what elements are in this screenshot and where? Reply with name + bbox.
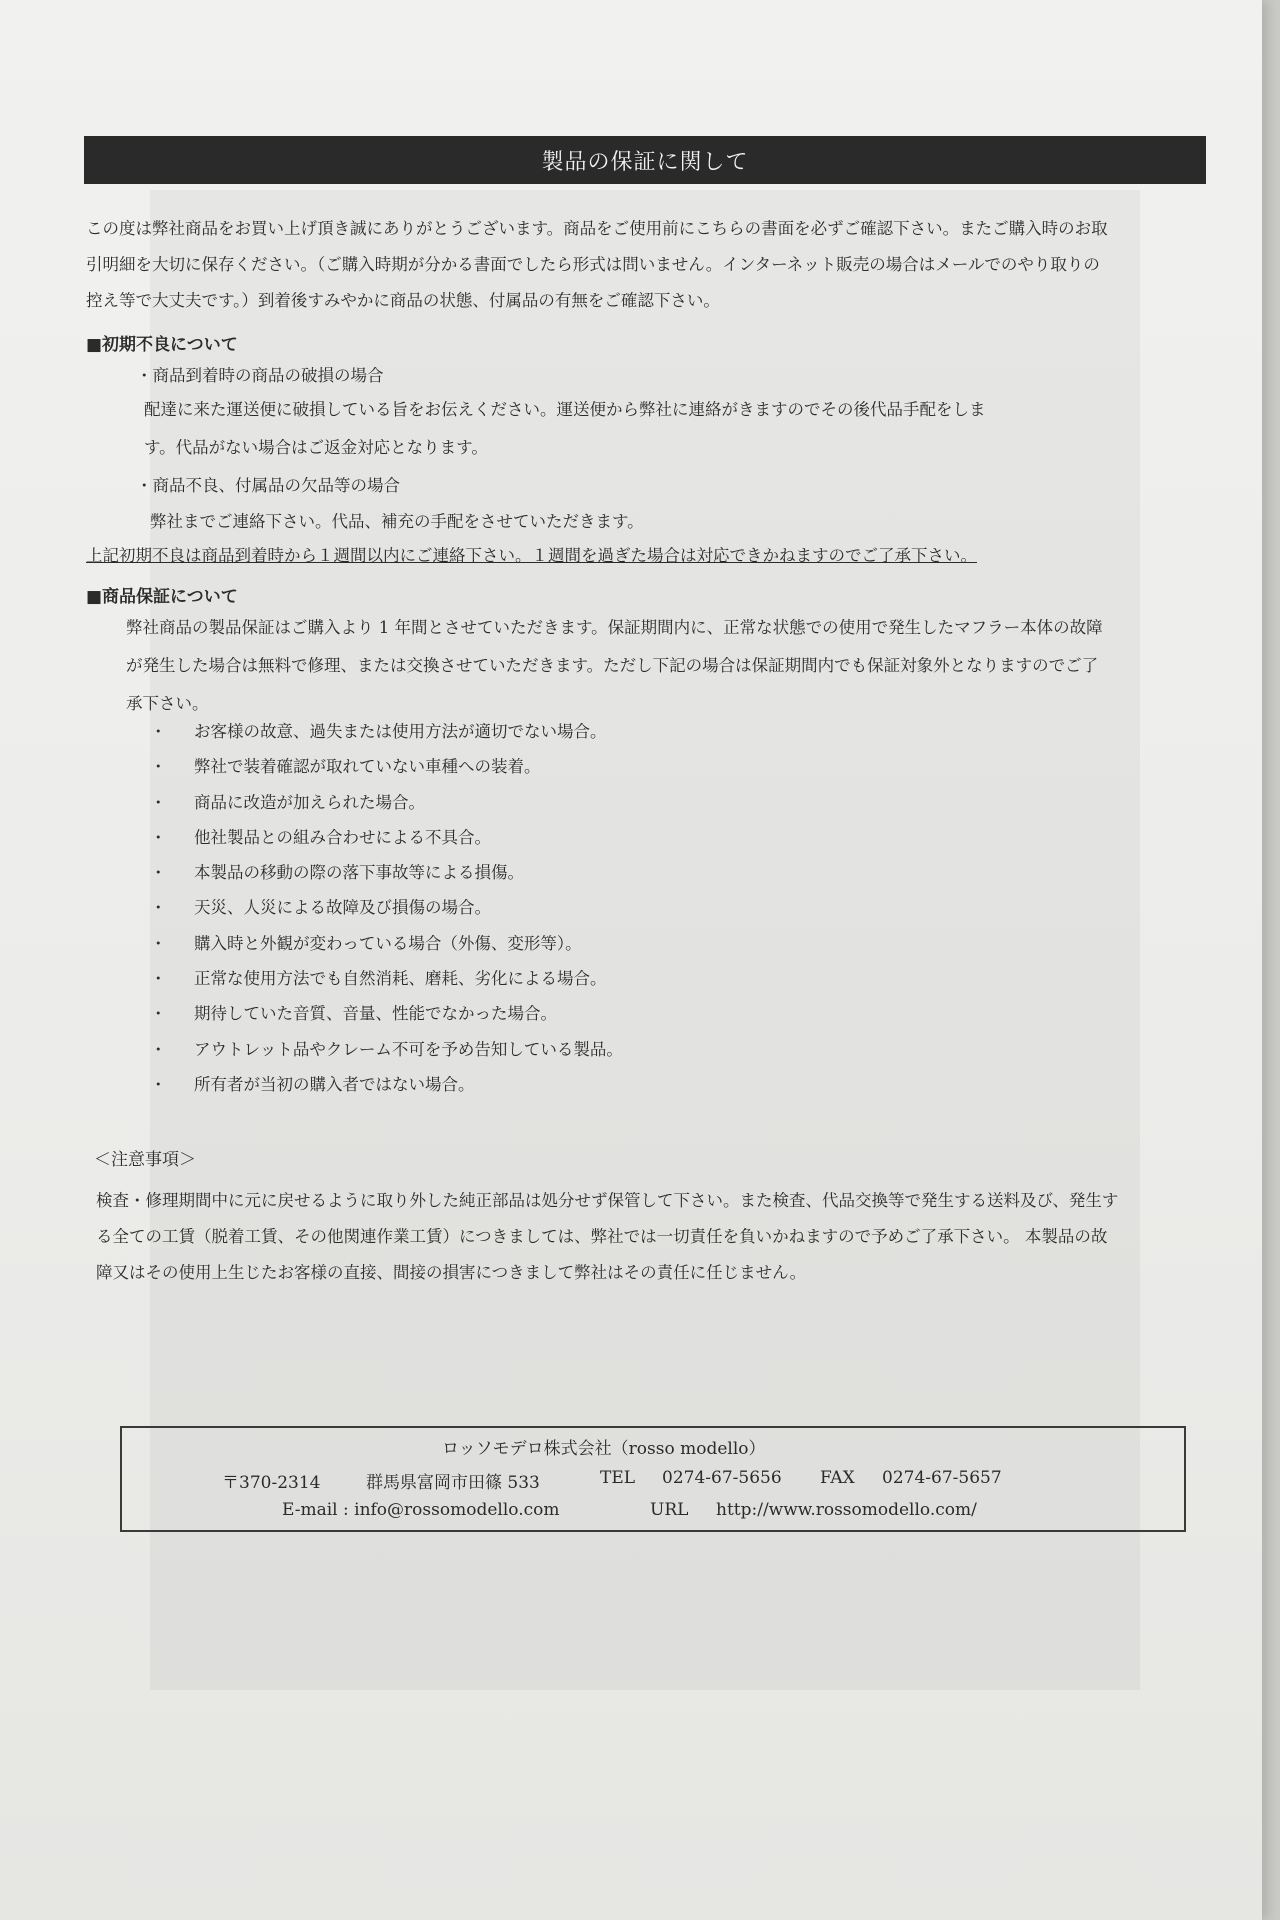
exclusion-text: 所有者が当初の購入者ではない場合。 (194, 1074, 475, 1094)
company-email: E-mail : info@rossomodello.com (282, 1500, 560, 1520)
notes-line: る全ての工賃（脱着工賃、その他関連作業工賃）につきましては、弊社では一切責任を負いかねますので予めご了承下さい。 本製品の故 (96, 1227, 1108, 1246)
list-item (150, 718, 623, 753)
list-item (150, 1000, 623, 1035)
document-title (84, 136, 1206, 184)
case1-title: ・商品到着時の商品の破損の場合 (136, 366, 384, 385)
notes-heading: ＜注意事項＞ (94, 1150, 196, 1170)
exclusion-text: 他社製品との組み合わせによる不具合。 (194, 827, 491, 847)
notes-paragraph (96, 1183, 1118, 1291)
initial-defect-heading: ■初期不良について (86, 335, 238, 355)
company-url: http://www.rossomodello.com/ (716, 1500, 977, 1520)
fax-label: FAX (820, 1468, 855, 1488)
exclusion-text: 商品に改造が加えられた場合。 (194, 792, 425, 812)
warranty-heading: ■商品保証について (86, 587, 238, 607)
bullet-mark: ・ (150, 933, 167, 953)
list-item (150, 1036, 623, 1071)
bullet-mark: ・ (150, 757, 167, 777)
tel-number: 0274-67-5656 (662, 1468, 782, 1488)
case1-body-line: す。代品がない場合はご返金対応となります。 (144, 438, 488, 457)
intro-line: この度は弊社商品をお買い上げ頂き誠にありがとうございます。商品をご使用前にこちらの書面を必ずご確認下さい。またご購入時のお取 (86, 219, 1108, 238)
fax-number: 0274-67-5657 (882, 1468, 1002, 1488)
url-label: URL (650, 1500, 689, 1520)
list-item (150, 965, 623, 1000)
list-item (150, 824, 623, 859)
exclusion-text: アウトレット品やクレーム不可を予め告知している製品。 (194, 1039, 623, 1059)
tel-label: TEL (600, 1468, 636, 1488)
bullet-mark: ・ (150, 792, 167, 812)
bullet-mark: ・ (150, 969, 167, 989)
company-contact-box (120, 1426, 1186, 1532)
intro-paragraph (86, 211, 1210, 319)
warranty-body-line: 承下さい。 (126, 694, 209, 713)
bullet-mark: ・ (150, 1039, 167, 1059)
exclusion-text: お客様の故意、過失または使用方法が適切でない場合。 (194, 722, 607, 741)
notes-line: 障又はその使用上生じたお客様の直接、間接の損害につきまして弊社はその責任に任じません。 (96, 1263, 807, 1282)
list-item (150, 789, 623, 824)
list-item (150, 859, 623, 894)
document-title-text: 製品の保証に関して (541, 149, 749, 175)
list-item (150, 1071, 623, 1106)
bullet-mark: ・ (150, 898, 167, 918)
exclusion-text: 購入時と外観が変わっている場合（外傷、変形等）。 (194, 933, 582, 953)
list-item (150, 753, 623, 788)
list-item (150, 894, 623, 929)
bullet-mark: ・ (150, 1004, 167, 1024)
postal-code: 〒370-2314 (222, 1473, 321, 1493)
exclusion-list (150, 718, 623, 1106)
exclusion-text: 期待していた音質、音量、性能でなかった場合。 (194, 1004, 557, 1024)
list-item (150, 930, 623, 965)
bullet-mark: ・ (150, 1074, 167, 1094)
notes-line: 検査・修理期間中に元に戻せるように取り外した純正部品は処分せず保管して下さい。また検査、代品交換等で発生する送料及び、発生す (96, 1191, 1119, 1210)
warranty-body-line: が発生した場合は無料で修理、または交換させていただきます。ただし下記の場合は保証期間内でも保証対象外となりますのでご了 (126, 656, 1099, 675)
company-address: 群馬県富岡市田篠 533 (366, 1473, 540, 1493)
company-name: ロッソモデロ株式会社（rosso modello） (442, 1439, 766, 1459)
exclusion-text: 正常な使用方法でも自然消耗、磨耗、劣化による場合。 (194, 969, 607, 989)
intro-line: 控え等で大丈夫です。）到着後すみやかに商品の状態、付属品の有無をご確認下さい。 (86, 291, 720, 310)
exclusion-text: 本製品の移動の際の落下事故等による損傷。 (194, 863, 524, 883)
case2-body: 弊社までご連絡下さい。代品、補充の手配をさせていただきます。 (150, 512, 644, 531)
case2-title: ・商品不良、付属品の欠品等の場合 (136, 476, 400, 495)
initial-defect-notice: 上記初期不良は商品到着時から１週間以内にご連絡下さい。１週間を過ぎた場合は対応できかねますのでご了承下さい。 (86, 546, 977, 565)
case1-body-line: 配達に来た運送便に破損している旨をお伝えください。運送便から弊社に連絡がきますのでその後代品手配をしま (144, 400, 986, 419)
warranty-body-line: 弊社商品の製品保証はご購入より 1 年間とさせていただきます。保証期間内に、正常な状態での使用で発生したマフラー本体の故障 (126, 618, 1103, 637)
exclusion-text: 弊社で装着確認が取れていない車種への装着。 (194, 757, 541, 777)
bullet-mark: ・ (150, 827, 167, 847)
bullet-mark: ・ (150, 863, 167, 883)
intro-line: 引明細を大切に保存ください。（ご購入時期が分かる書面でしたら形式は問いません。インターネット販売の場合はメールでのやり取りの (86, 255, 1100, 274)
bullet-mark: ・ (150, 722, 167, 741)
exclusion-text: 天災、人災による故障及び損傷の場合。 (194, 898, 491, 918)
